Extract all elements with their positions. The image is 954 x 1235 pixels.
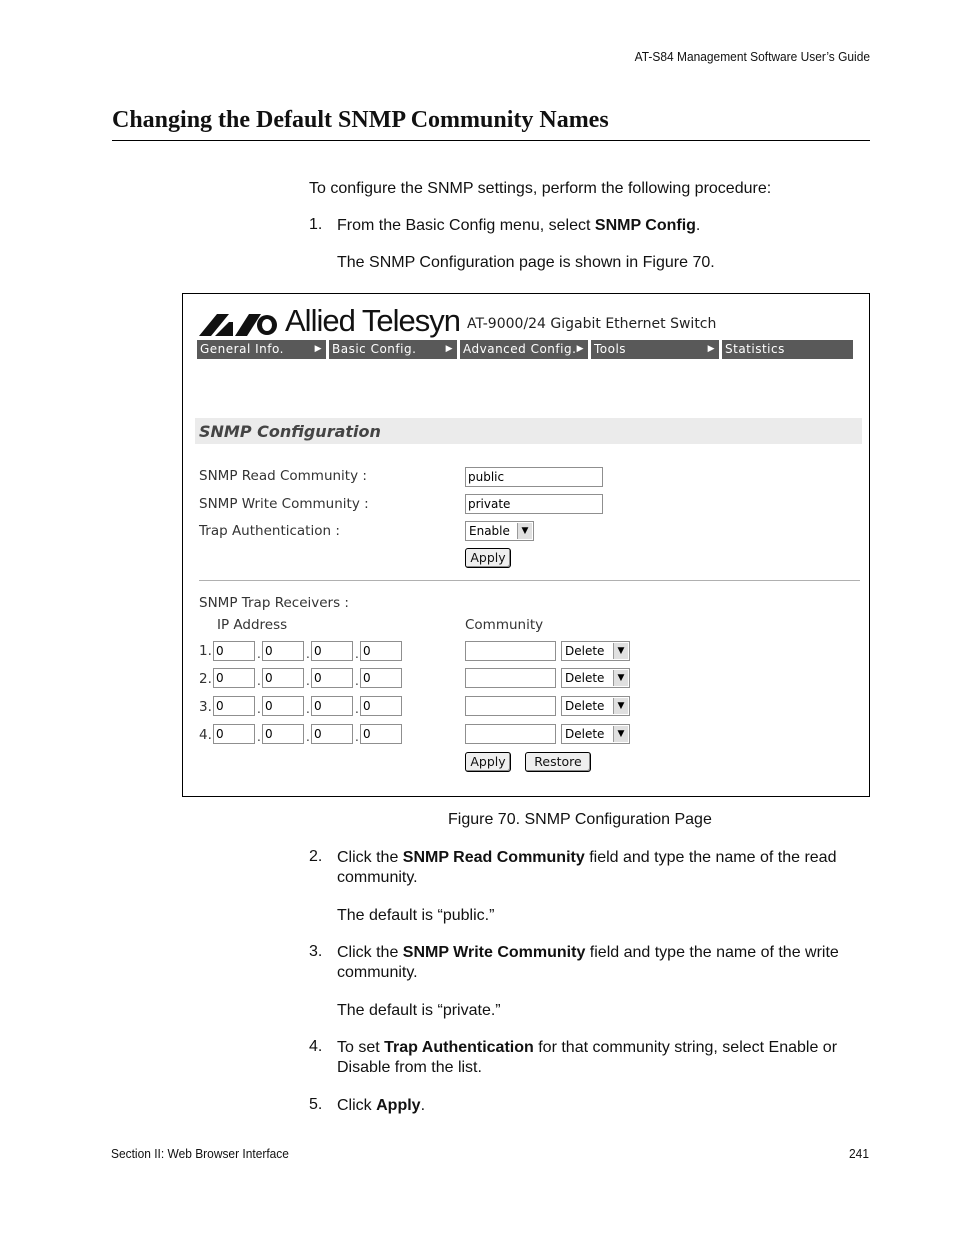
restore-button[interactable]: Restore bbox=[525, 752, 591, 772]
ip-octet-4-input[interactable]: 0 bbox=[360, 696, 402, 716]
nav-basic-config-label: Basic Config. bbox=[332, 342, 417, 356]
receiver-community-input[interactable] bbox=[465, 724, 556, 744]
step-2-pre: Click the bbox=[337, 849, 403, 866]
receiver-row-number: 4. bbox=[199, 727, 212, 743]
logo-mark-icon bbox=[199, 312, 279, 338]
receiver-row-number: 2. bbox=[199, 671, 212, 687]
chevron-down-icon: ▼ bbox=[613, 726, 628, 742]
ip-dot: . bbox=[355, 647, 359, 661]
step-5-bold: Apply bbox=[376, 1097, 421, 1114]
step-3-number: 3. bbox=[309, 943, 323, 960]
step-4-post: for that community string, select Enable or Disable from the list. bbox=[337, 1039, 838, 1076]
step-2-bold: SNMP Read Community bbox=[402, 849, 585, 866]
step-3-bold: SNMP Write Community bbox=[402, 944, 586, 961]
ip-dot: . bbox=[306, 730, 310, 744]
receiver-row-number: 1. bbox=[199, 643, 212, 659]
step-5-pre: Click bbox=[337, 1097, 377, 1114]
ip-octet-2-input[interactable]: 0 bbox=[262, 641, 304, 661]
logo-text: Allied Telesyn bbox=[285, 303, 460, 338]
receiver-community-input[interactable] bbox=[465, 668, 556, 688]
ip-dot: . bbox=[306, 647, 310, 661]
ip-dot: . bbox=[257, 674, 261, 688]
ip-octet-1-input[interactable]: 0 bbox=[213, 724, 255, 744]
receiver-action-value: Delete bbox=[565, 644, 605, 658]
ip-octet-2-input[interactable]: 0 bbox=[262, 668, 304, 688]
intro-text: To configure the SNMP settings, perform the following procedure: bbox=[309, 180, 772, 197]
chevron-down-icon: ▼ bbox=[613, 698, 628, 714]
ip-octet-1-input[interactable]: 0 bbox=[213, 641, 255, 661]
step-1-note: The SNMP Configuration page is shown in Figure 70. bbox=[337, 254, 715, 271]
step-4-pre: To set bbox=[337, 1039, 385, 1056]
ip-octet-3-input[interactable]: 0 bbox=[311, 668, 353, 688]
step-2-number: 2. bbox=[309, 848, 323, 865]
submenu-arrow-icon: ▶ bbox=[445, 344, 453, 354]
receiver-row-3 bbox=[183, 696, 869, 720]
page-title: SNMP Configuration bbox=[199, 422, 381, 441]
receiver-community-input[interactable] bbox=[465, 641, 556, 661]
figure-caption: Figure 70. SNMP Configuration Page bbox=[448, 811, 712, 828]
step-3-pre: Click the bbox=[337, 944, 403, 961]
nav-advanced-config-label: Advanced Config. bbox=[463, 342, 577, 356]
receiver-community-input[interactable] bbox=[465, 696, 556, 716]
nav-tools-label: Tools bbox=[594, 342, 627, 356]
receiver-action-select[interactable] bbox=[561, 668, 630, 688]
step-4-bold: Trap Authentication bbox=[384, 1039, 534, 1056]
read-community-label: SNMP Read Community : bbox=[199, 468, 367, 484]
ip-dot: . bbox=[306, 702, 310, 716]
nav-general-info[interactable] bbox=[197, 340, 326, 359]
step-5-text bbox=[337, 1096, 877, 1116]
chevron-down-icon: ▼ bbox=[613, 643, 628, 659]
ip-octet-4-input[interactable]: 0 bbox=[360, 641, 402, 661]
step-1-post: . bbox=[695, 217, 701, 234]
step-4-number: 4. bbox=[309, 1038, 323, 1055]
step-1-pre: From the Basic Config menu, select bbox=[337, 217, 595, 234]
receiver-action-select[interactable] bbox=[561, 641, 630, 661]
title-rule bbox=[112, 140, 870, 141]
divider bbox=[199, 580, 860, 581]
page-number: 241 bbox=[849, 1146, 869, 1161]
snmp-config-figure bbox=[182, 293, 870, 797]
community-header: Community bbox=[465, 617, 544, 633]
ip-octet-3-input[interactable]: 0 bbox=[311, 641, 353, 661]
trap-receivers-label: SNMP Trap Receivers : bbox=[199, 595, 349, 611]
nav-tools[interactable] bbox=[591, 340, 719, 359]
ip-octet-4-input[interactable]: 0 bbox=[360, 668, 402, 688]
ip-octet-4-input[interactable]: 0 bbox=[360, 724, 402, 744]
chevron-down-icon: ▼ bbox=[613, 670, 628, 686]
receiver-action-value: Delete bbox=[565, 727, 605, 741]
ip-octet-1-input[interactable]: 0 bbox=[213, 696, 255, 716]
read-community-input[interactable]: public bbox=[465, 467, 603, 487]
step-1-bold: SNMP Config bbox=[594, 217, 696, 234]
allied-telesyn-logo bbox=[199, 302, 460, 338]
step-4-text bbox=[337, 1038, 877, 1078]
submenu-arrow-icon: ▶ bbox=[707, 344, 715, 354]
nav-statistics[interactable] bbox=[722, 340, 853, 359]
ip-octet-2-input[interactable]: 0 bbox=[262, 696, 304, 716]
submenu-arrow-icon: ▶ bbox=[314, 344, 322, 354]
nav-advanced-config[interactable] bbox=[460, 340, 588, 359]
nav-statistics-label: Statistics bbox=[725, 342, 785, 356]
write-community-input[interactable]: private bbox=[465, 494, 603, 514]
trap-auth-select[interactable] bbox=[465, 521, 534, 541]
step-2-note: The default is “public.” bbox=[337, 907, 495, 924]
step-5-number: 5. bbox=[309, 1096, 323, 1113]
ip-octet-1-input[interactable]: 0 bbox=[213, 668, 255, 688]
ip-dot: . bbox=[355, 702, 359, 716]
receiver-action-select[interactable] bbox=[561, 696, 630, 716]
receivers-apply-button[interactable]: Apply bbox=[465, 752, 511, 772]
step-2-text bbox=[337, 848, 877, 888]
nav-basic-config[interactable] bbox=[329, 340, 457, 359]
step-3-note: The default is “private.” bbox=[337, 1002, 501, 1019]
write-community-label: SNMP Write Community : bbox=[199, 496, 369, 512]
nav-general-info-label: General Info. bbox=[200, 342, 284, 356]
ip-dot: . bbox=[355, 730, 359, 744]
submenu-arrow-icon: ▶ bbox=[576, 344, 584, 354]
ip-octet-3-input[interactable]: 0 bbox=[311, 696, 353, 716]
ip-octet-2-input[interactable]: 0 bbox=[262, 724, 304, 744]
step-2-post: field and type the name of the read community. bbox=[337, 849, 837, 886]
trap-auth-value: Enable bbox=[469, 524, 510, 538]
receiver-row-1 bbox=[183, 641, 869, 665]
footer-section: Section II: Web Browser Interface bbox=[111, 1146, 289, 1161]
step-1-number: 1. bbox=[309, 216, 323, 233]
apply-button[interactable]: Apply bbox=[465, 548, 511, 568]
step-3-post: field and type the name of the write community. bbox=[337, 944, 839, 981]
ip-dot: . bbox=[355, 674, 359, 688]
ip-address-header: IP Address bbox=[217, 617, 288, 633]
ip-dot: . bbox=[306, 674, 310, 688]
step-3-text bbox=[337, 943, 877, 983]
receiver-action-value: Delete bbox=[565, 699, 605, 713]
ip-dot: . bbox=[257, 702, 261, 716]
ip-dot: . bbox=[257, 647, 261, 661]
receiver-action-value: Delete bbox=[565, 671, 605, 685]
ip-octet-3-input[interactable]: 0 bbox=[311, 724, 353, 744]
ip-dot: . bbox=[257, 730, 261, 744]
receiver-row-4 bbox=[183, 724, 869, 748]
step-5-post: . bbox=[420, 1097, 426, 1114]
main-nav bbox=[197, 340, 853, 359]
model-text: AT-9000/24 Gigabit Ethernet Switch bbox=[467, 316, 717, 332]
receiver-action-select[interactable] bbox=[561, 724, 630, 744]
trap-auth-label: Trap Authentication : bbox=[199, 523, 340, 539]
step-1-text bbox=[337, 216, 872, 236]
guide-title: AT-S84 Management Software User’s Guide bbox=[634, 49, 870, 64]
receiver-row-number: 3. bbox=[199, 699, 212, 715]
section-title: Changing the Default SNMP Community Names bbox=[112, 107, 609, 133]
receiver-row-2 bbox=[183, 668, 869, 692]
chevron-down-icon: ▼ bbox=[517, 523, 532, 539]
